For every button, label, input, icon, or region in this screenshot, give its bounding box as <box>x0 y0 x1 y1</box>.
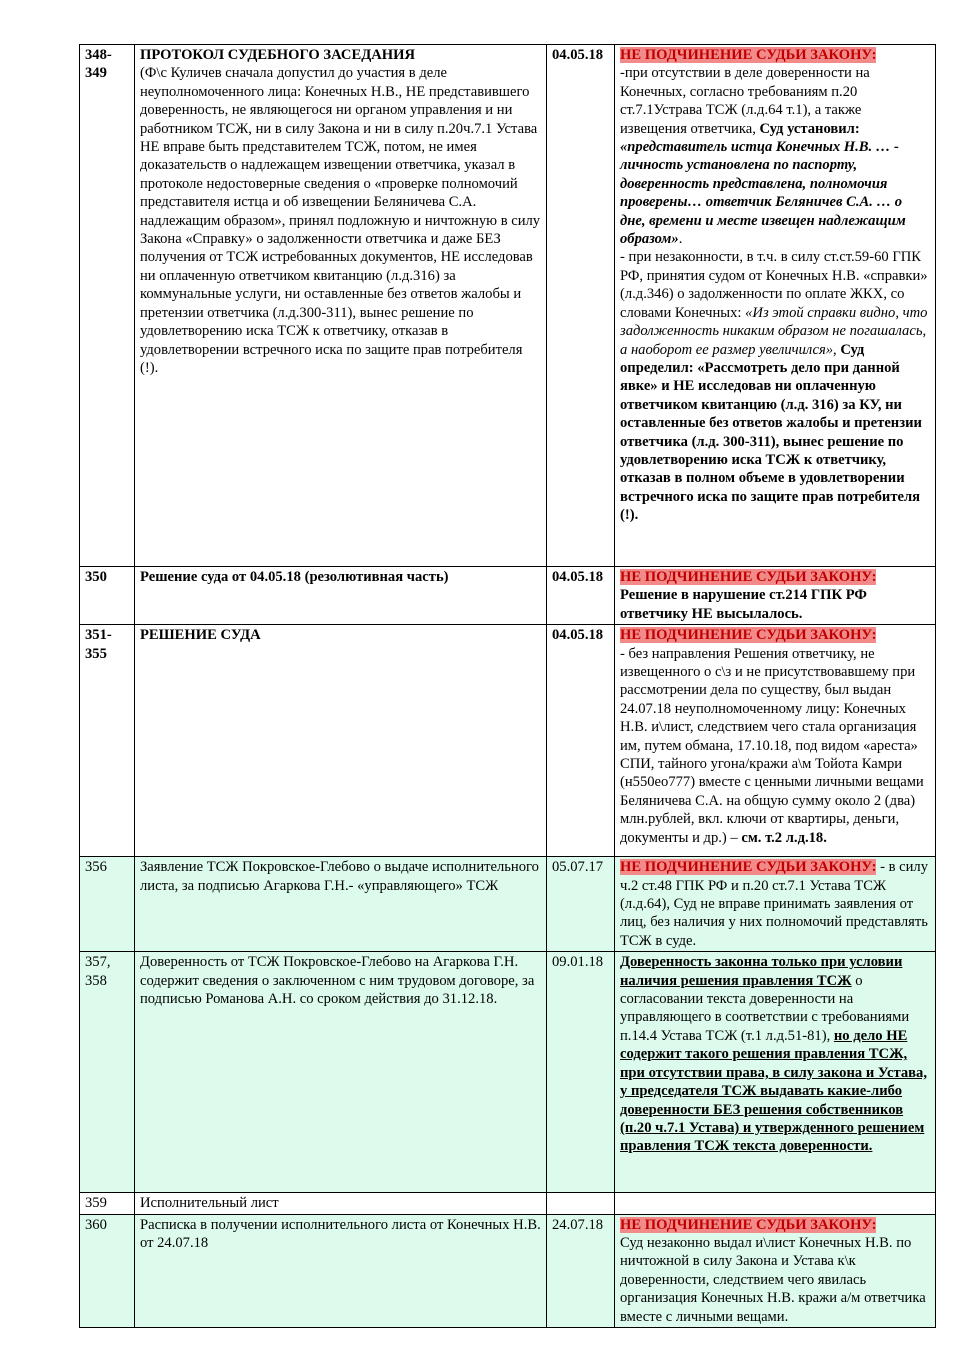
sheet-number: 357, 358 <box>80 952 135 1193</box>
comment-cell <box>615 1193 936 1214</box>
document-text: Исполнительный лист <box>140 1195 279 1212</box>
comment-cell <box>615 45 936 567</box>
comment-text: - при незаконности, в т.ч. в силу ст.ст.59-60 ГПК РФ, принятия судом от Конечных Н.В. «справки» (л.д.346) о задолженности по оплате ЖКХ, со словами Конечных: <box>620 249 928 321</box>
document-date: 04.05.18 <box>547 625 615 857</box>
sheet-number: 359 <box>80 1193 135 1214</box>
document-description <box>135 625 547 857</box>
document-text: (Ф\с Куличев сначала допустил до участия в деле неуполномоченного лица: Конечных Н.В., НЕ представившего доверенность, не являющегося ни органом управления и ни работником ТСЖ, ни в силу Закона и ни в силу п.20ч.7.1 Устава НЕ вправе быть представителем ТСЖ, потом, не имея доказательств о надлежащем извещении ответчика, указал в протоколе недостоверные сведения о «проверке полномочий представителя истца и об извещении Беляничева С.А. надлежащим образом», принял подложную и ничтожную в силу Закона «Справку» о задолженности ответчика и даже БЕЗ получения от ТСЖ истребованных документов, НЕ исследовав ни оплаченную ответчиком квитанцию (л.д.316) за коммунальные услуги, ни оставленные без ответов жалобы и претензии ответчика (л.д.300-311), вынес решение по удовлетворению иска ТСЖ к ответчику, отказав в удовлетворении встречного иска по защите прав потребителя (!). <box>140 65 541 376</box>
document-text: Расписка в получении исполнительного листа от Конечных Н.В. от 24.07.18 <box>140 1216 541 1252</box>
comment-bold: Суд установил: <box>759 120 860 137</box>
comment-text: - без направления Решения ответчику, не извещенного о с\з и не присутствовавшему при рассмотрении дела по существу, был выдан 24.07.18 неуполномоченному лицу: Конечных Н.В. и\лист, следствием чего стала организация им, путем обмана, 17.10.18, под видом «ареста» СПИ, тайного угона/кражи а\м Тойота Камри (н550ео777) вместе с ценными личными вещами Беляничева С.А. на общую сумму около 2 (два) млн.рублей, вкл. ключи от квартиры, деньги, документы и др.) – <box>620 645 924 846</box>
document-description <box>135 1214 547 1327</box>
document-description <box>135 952 547 1193</box>
document-date: 05.07.17 <box>547 857 615 952</box>
document-date: 04.05.18 <box>547 567 615 625</box>
table-row <box>80 1193 936 1214</box>
violation-heading: НЕ ПОДЧИНЕНИЕ СУДЬИ ЗАКОНУ: <box>620 627 877 644</box>
document-description <box>135 45 547 567</box>
comment-text: -при отсутствии в деле доверенности на Конечных, согласно требованиям п.20 ст.7.1Устрава ТСЖ (л.д.64 т.1), а также извещения ответчика, <box>620 65 870 137</box>
comment-bold: см. т.2 л.д.18. <box>741 829 827 846</box>
case-materials-table <box>79 44 936 1328</box>
comment-bold-underlined: Доверенность законна только при условии наличия решения правления ТСЖ <box>620 954 903 989</box>
document-text: Доверенность от ТСЖ Покровское-Глебово на Агаркова Г.Н. содержит сведения о заключенном с ним трудовом договоре, за подписью Романова А.Н. со сроком действия до 31.12.18. <box>140 954 535 1008</box>
document-date: 04.05.18 <box>547 45 615 567</box>
table-row <box>80 1214 936 1327</box>
violation-heading: НЕ ПОДЧИНЕНИЕ СУДЬИ ЗАКОНУ: <box>620 859 877 876</box>
table-row <box>80 567 936 625</box>
comment-text: о согласовании текста доверенности на управляющего в соответствии с требованиями п.14.4 Устава ТСЖ (т.1 л.д.51-81), <box>620 972 910 1044</box>
violation-heading: НЕ ПОДЧИНЕНИЕ СУДЬИ ЗАКОНУ: <box>620 1216 877 1233</box>
comment-text: , <box>833 341 841 358</box>
comment-bold: Решение в нарушение ст.214 ГПК РФ ответчику НЕ высылалось. <box>620 587 867 622</box>
document-date: 09.01.18 <box>547 952 615 1193</box>
document-description <box>135 857 547 952</box>
comment-text: Суд незаконно выдал и\лист Конечных Н.В. по ничтожной в силу Закона и Устава к\к доверенности, следствием чего явилась организация Конечных Н.В. кражи а/м ответчика вместе с личными вещами. <box>620 1235 926 1325</box>
comment-cell <box>615 952 936 1193</box>
comment-bold-underlined: но дело НЕ содержит такого решения правления ТСЖ, при отсутствии права, в силу закона и Устава, у председателя ТСЖ выдавать какие-либо доверенности БЕЗ решения собственников (п.20 ч.7.1 Устава) и утвержденного решением правления ТСЖ текста доверенности. <box>620 1027 927 1155</box>
document-date <box>547 1193 615 1214</box>
violation-heading: НЕ ПОДЧИНЕНИЕ СУДЬИ ЗАКОНУ: <box>620 47 877 63</box>
sheet-number: 356 <box>80 857 135 952</box>
sheet-number: 351-355 <box>80 625 135 857</box>
document-description <box>135 1193 547 1214</box>
document-title: Решение суда от 04.05.18 (резолютивная часть) <box>140 569 449 585</box>
document-title: РЕШЕНИЕ СУДА <box>140 627 261 644</box>
comment-text: . <box>678 231 683 248</box>
comment-cell <box>615 1214 936 1327</box>
document-description <box>135 567 547 625</box>
comment-cell <box>615 857 936 952</box>
document-title: ПРОТОКОЛ СУДЕБНОГО ЗАСЕДАНИЯ <box>140 47 416 63</box>
comment-quote: «Из этой справки видно, что задолженность никаким образом не погашалась, а наоборот ее размер увеличился» <box>620 304 928 358</box>
violation-heading: НЕ ПОДЧИНЕНИЕ СУДЬИ ЗАКОНУ: <box>620 569 877 585</box>
comment-cell <box>615 567 936 625</box>
sheet-number: 348-349 <box>80 45 135 567</box>
comment-bold: Суд определил: «Рассмотреть дело при данной явке» и НЕ исследовав ни оплаченную ответчиком квитанцию (л.д. 316) за КУ, ни оставленные без ответов жалобы и претензии ответчика (л.д. 300-311), вынес решение по удовлетворению иска ТСЖ к ответчику, отказав в полном объеме в удовлетворении встречного иска по защите прав потребителя (!). <box>620 341 922 524</box>
table-row <box>80 45 936 567</box>
comment-cell <box>615 625 936 857</box>
document-date: 24.07.18 <box>547 1214 615 1327</box>
comment-text: - в силу ч.2 ст.48 ГПК РФ и п.20 ст.7.1 Устава ТСЖ (л.д.64), Суд не вправе принимать заявления от лиц, без наличия у них полномочий представлять ТСЖ в суде. <box>620 859 929 949</box>
comment-quote: «представитель истца Конечных Н.В. … - личность установлена по паспорту, доверенность представлена, полномочия проверены… ответчик Беляничев С.А. … о дне, времени и месте извещен надлежащим образом» <box>620 139 906 248</box>
sheet-number: 360 <box>80 1214 135 1327</box>
table-row <box>80 625 936 857</box>
table-row <box>80 952 936 1193</box>
table-row <box>80 857 936 952</box>
document-text: Заявление ТСЖ Покровское-Глебово о выдаче исполнительного листа, за подписью Агаркова Г.Н.- «управляющего» ТСЖ <box>140 859 539 894</box>
sheet-number: 350 <box>80 567 135 625</box>
